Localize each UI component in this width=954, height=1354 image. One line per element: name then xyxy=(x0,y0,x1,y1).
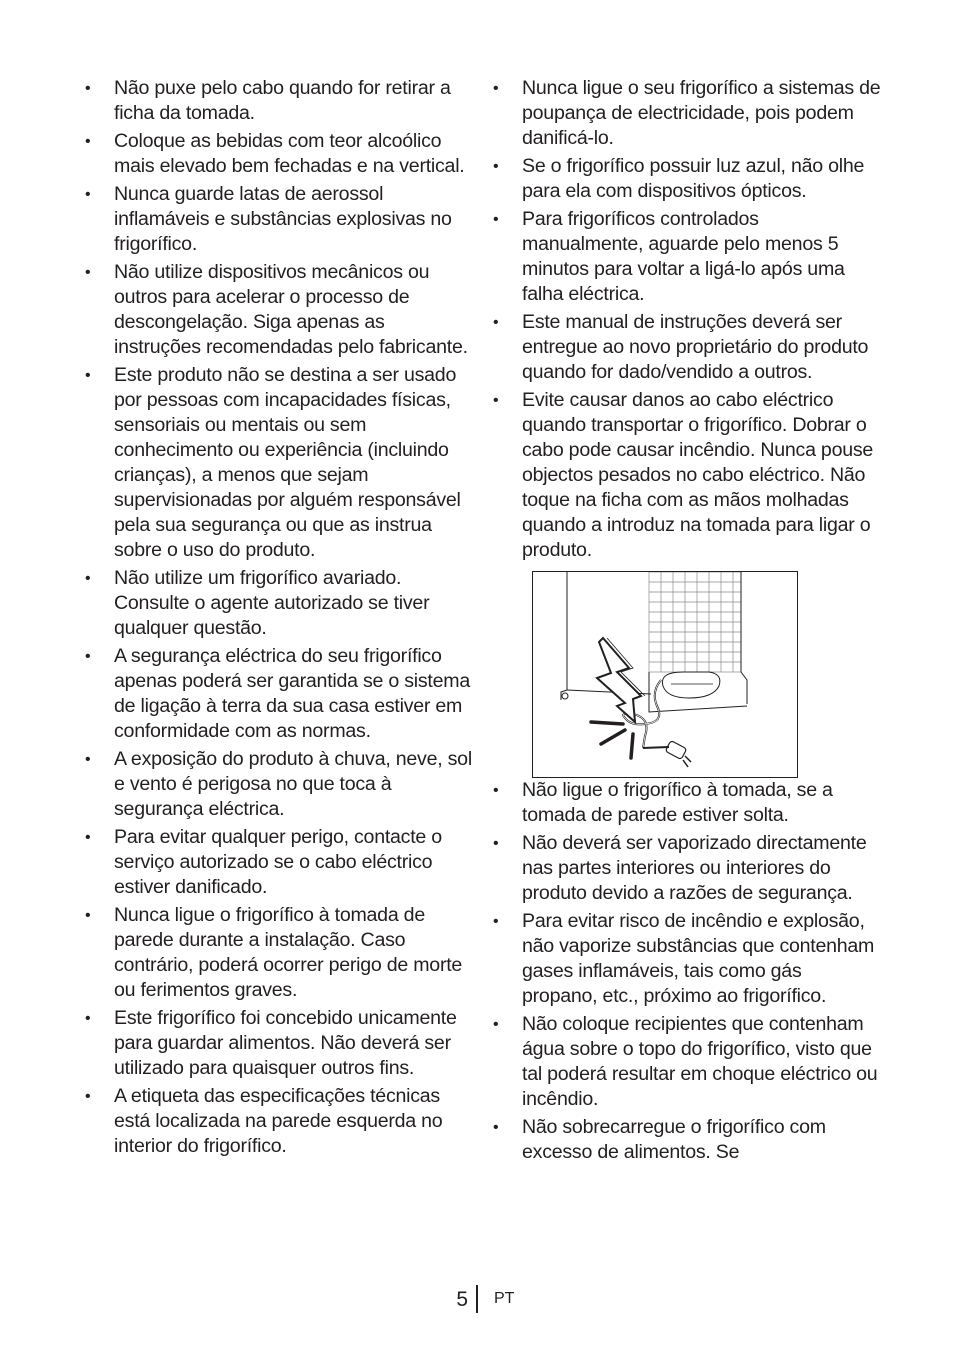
list-item xyxy=(82,260,474,360)
list-item xyxy=(82,903,474,1003)
list-item-text: Para evitar risco de incêndio e explosão, não vaporize substâncias que contenham gases inflamáveis, tais como gás propano, etc., próximo ao frigorífico. xyxy=(522,910,875,1007)
list-item xyxy=(490,388,882,563)
list-item-text: A segurança eléctrica do seu frigorífico apenas poderá ser garantida se o sistema de ligação à terra da sua casa estiver em conformidade com as normas. xyxy=(114,645,470,742)
list-item xyxy=(82,76,474,126)
spark-lines xyxy=(591,722,633,758)
bullet-icon: • xyxy=(493,913,499,930)
bullet-icon: • xyxy=(85,1088,91,1105)
list-item-text: Para evitar qualquer perigo, contacte o serviço autorizado se o cabo eléctrico estiver danificado. xyxy=(114,826,442,898)
list-item-text: Este frigorífico foi concebido unicamente para guardar alimentos. Não deverá ser utilizado para quaisquer outros fins. xyxy=(114,1007,457,1079)
language-code: PT xyxy=(494,1290,515,1307)
list-item-text: Não sobrecarregue o frigorífico com excesso de alimentos. Se xyxy=(522,1116,826,1163)
bullet-list-left xyxy=(82,76,474,1159)
list-item xyxy=(490,207,882,307)
list-item-text: Coloque as bebidas com teor alcoólico mais elevado bem fechadas e na vertical. xyxy=(114,130,465,177)
bullet-icon: • xyxy=(85,264,91,281)
condenser-grid xyxy=(649,572,741,672)
page-footer xyxy=(0,1285,954,1315)
footer-divider xyxy=(476,1285,478,1313)
list-item-text: Este produto não se destina a ser usado por pessoas com incapacidades físicas, sensoriais ou mentais ou sem conhecimento ou experiência (incluindo crianças), a menos que sejam supervisionadas por alguém responsável pela sua segurança ou que as instrua sobre o uso do produto. xyxy=(114,364,461,561)
bullet-icon: • xyxy=(85,80,91,97)
right-column xyxy=(490,76,882,1168)
list-item-text: Não ligue o frigorífico à tomada, se a tomada de parede estiver solta. xyxy=(522,779,833,826)
list-item-text: Se o frigorífico possuir luz azul, não olhe para ela com dispositivos ópticos. xyxy=(522,155,865,202)
list-item xyxy=(490,1012,882,1112)
list-item-text: A etiqueta das especificações técnicas está localizada na parede esquerda no interior do frigorífico. xyxy=(114,1085,443,1157)
list-item-text: Não coloque recipientes que contenham água sobre o topo do frigorífico, visto que tal poderá resultar em choque eléctrico ou incêndio. xyxy=(522,1013,878,1110)
list-item xyxy=(490,909,882,1009)
list-item xyxy=(490,154,882,204)
plug-icon xyxy=(643,740,691,767)
bullet-icon: • xyxy=(493,211,499,228)
bullet-list-right-bottom xyxy=(490,778,882,1165)
left-column xyxy=(82,76,474,1162)
list-item xyxy=(82,747,474,822)
bullet-icon: • xyxy=(493,1119,499,1136)
list-item xyxy=(82,182,474,257)
list-item-text: Evite causar danos ao cabo eléctrico quando transportar o frigorífico. Dobrar o cabo pode causar incêndio. Nunca pouse objectos pesados no cabo eléctrico. Não toque na ficha com as mãos molhadas quando a introduz na tomada para ligar o produto. xyxy=(522,389,874,561)
list-item xyxy=(82,1006,474,1081)
list-item-text: Não utilize um frigorífico avariado. Consulte o agente autorizado se tiver qualquer questão. xyxy=(114,567,430,639)
bullet-icon: • xyxy=(85,367,91,384)
bullet-icon: • xyxy=(493,314,499,331)
list-item-text: Não puxe pelo cabo quando for retirar a ficha da tomada. xyxy=(114,77,451,124)
list-item xyxy=(82,129,474,179)
list-item xyxy=(490,310,882,385)
bullet-icon: • xyxy=(85,829,91,846)
list-item-text: Nunca ligue o seu frigorífico a sistemas de poupança de electricidade, pois podem danificá-lo. xyxy=(522,77,881,149)
list-item xyxy=(82,566,474,641)
bullet-icon: • xyxy=(85,1010,91,1027)
list-item xyxy=(490,778,882,828)
bullet-icon: • xyxy=(85,186,91,203)
bullet-icon: • xyxy=(493,80,499,97)
bullet-icon: • xyxy=(493,1016,499,1033)
list-item-text: Este manual de instruções deverá ser entregue ao novo proprietário do produto quando for dado/vendido a outros. xyxy=(522,311,869,383)
list-item-text: Não deverá ser vaporizado directamente nas partes interiores ou interiores do produto devido a razões de segurança. xyxy=(522,832,867,904)
bullet-icon: • xyxy=(85,648,91,665)
bullet-icon: • xyxy=(493,158,499,175)
lightning-arrow-icon xyxy=(597,638,641,722)
power-cable-illustration xyxy=(532,571,798,778)
bullet-icon: • xyxy=(493,782,499,799)
list-item-text: A exposição do produto à chuva, neve, sol e vento é perigosa no que toca à segurança eléctrica. xyxy=(114,748,472,820)
list-item-text: Não utilize dispositivos mecânicos ou outros para acelerar o processo de descongelação. Siga apenas as instruções recomendadas pelo fabricante. xyxy=(114,261,468,358)
list-item-text: Nunca guarde latas de aerossol inflamáveis e substâncias explosivas no frigorífico. xyxy=(114,183,452,255)
list-item-text: Para frigoríficos controlados manualmente, aguarde pelo menos 5 minutos para voltar a ligá-lo após uma falha eléctrica. xyxy=(522,208,845,305)
bullet-icon: • xyxy=(85,751,91,768)
list-item xyxy=(490,1115,882,1165)
bullet-icon: • xyxy=(85,907,91,924)
bullet-icon: • xyxy=(85,570,91,587)
page-number: 5 xyxy=(456,1288,468,1311)
bullet-icon: • xyxy=(85,133,91,150)
bullet-list-right-top xyxy=(490,76,882,563)
list-item xyxy=(82,1084,474,1159)
list-item xyxy=(82,825,474,900)
list-item xyxy=(490,831,882,906)
list-item xyxy=(490,76,882,151)
bullet-icon: • xyxy=(493,835,499,852)
bullet-icon: • xyxy=(493,392,499,409)
fridge-back-cable-drawing xyxy=(533,572,797,777)
list-item-text: Nunca ligue o frigorífico à tomada de parede durante a instalação. Caso contrário, poderá ocorrer perigo de morte ou ferimentos graves. xyxy=(114,904,463,1001)
list-item xyxy=(82,644,474,744)
list-item xyxy=(82,363,474,563)
